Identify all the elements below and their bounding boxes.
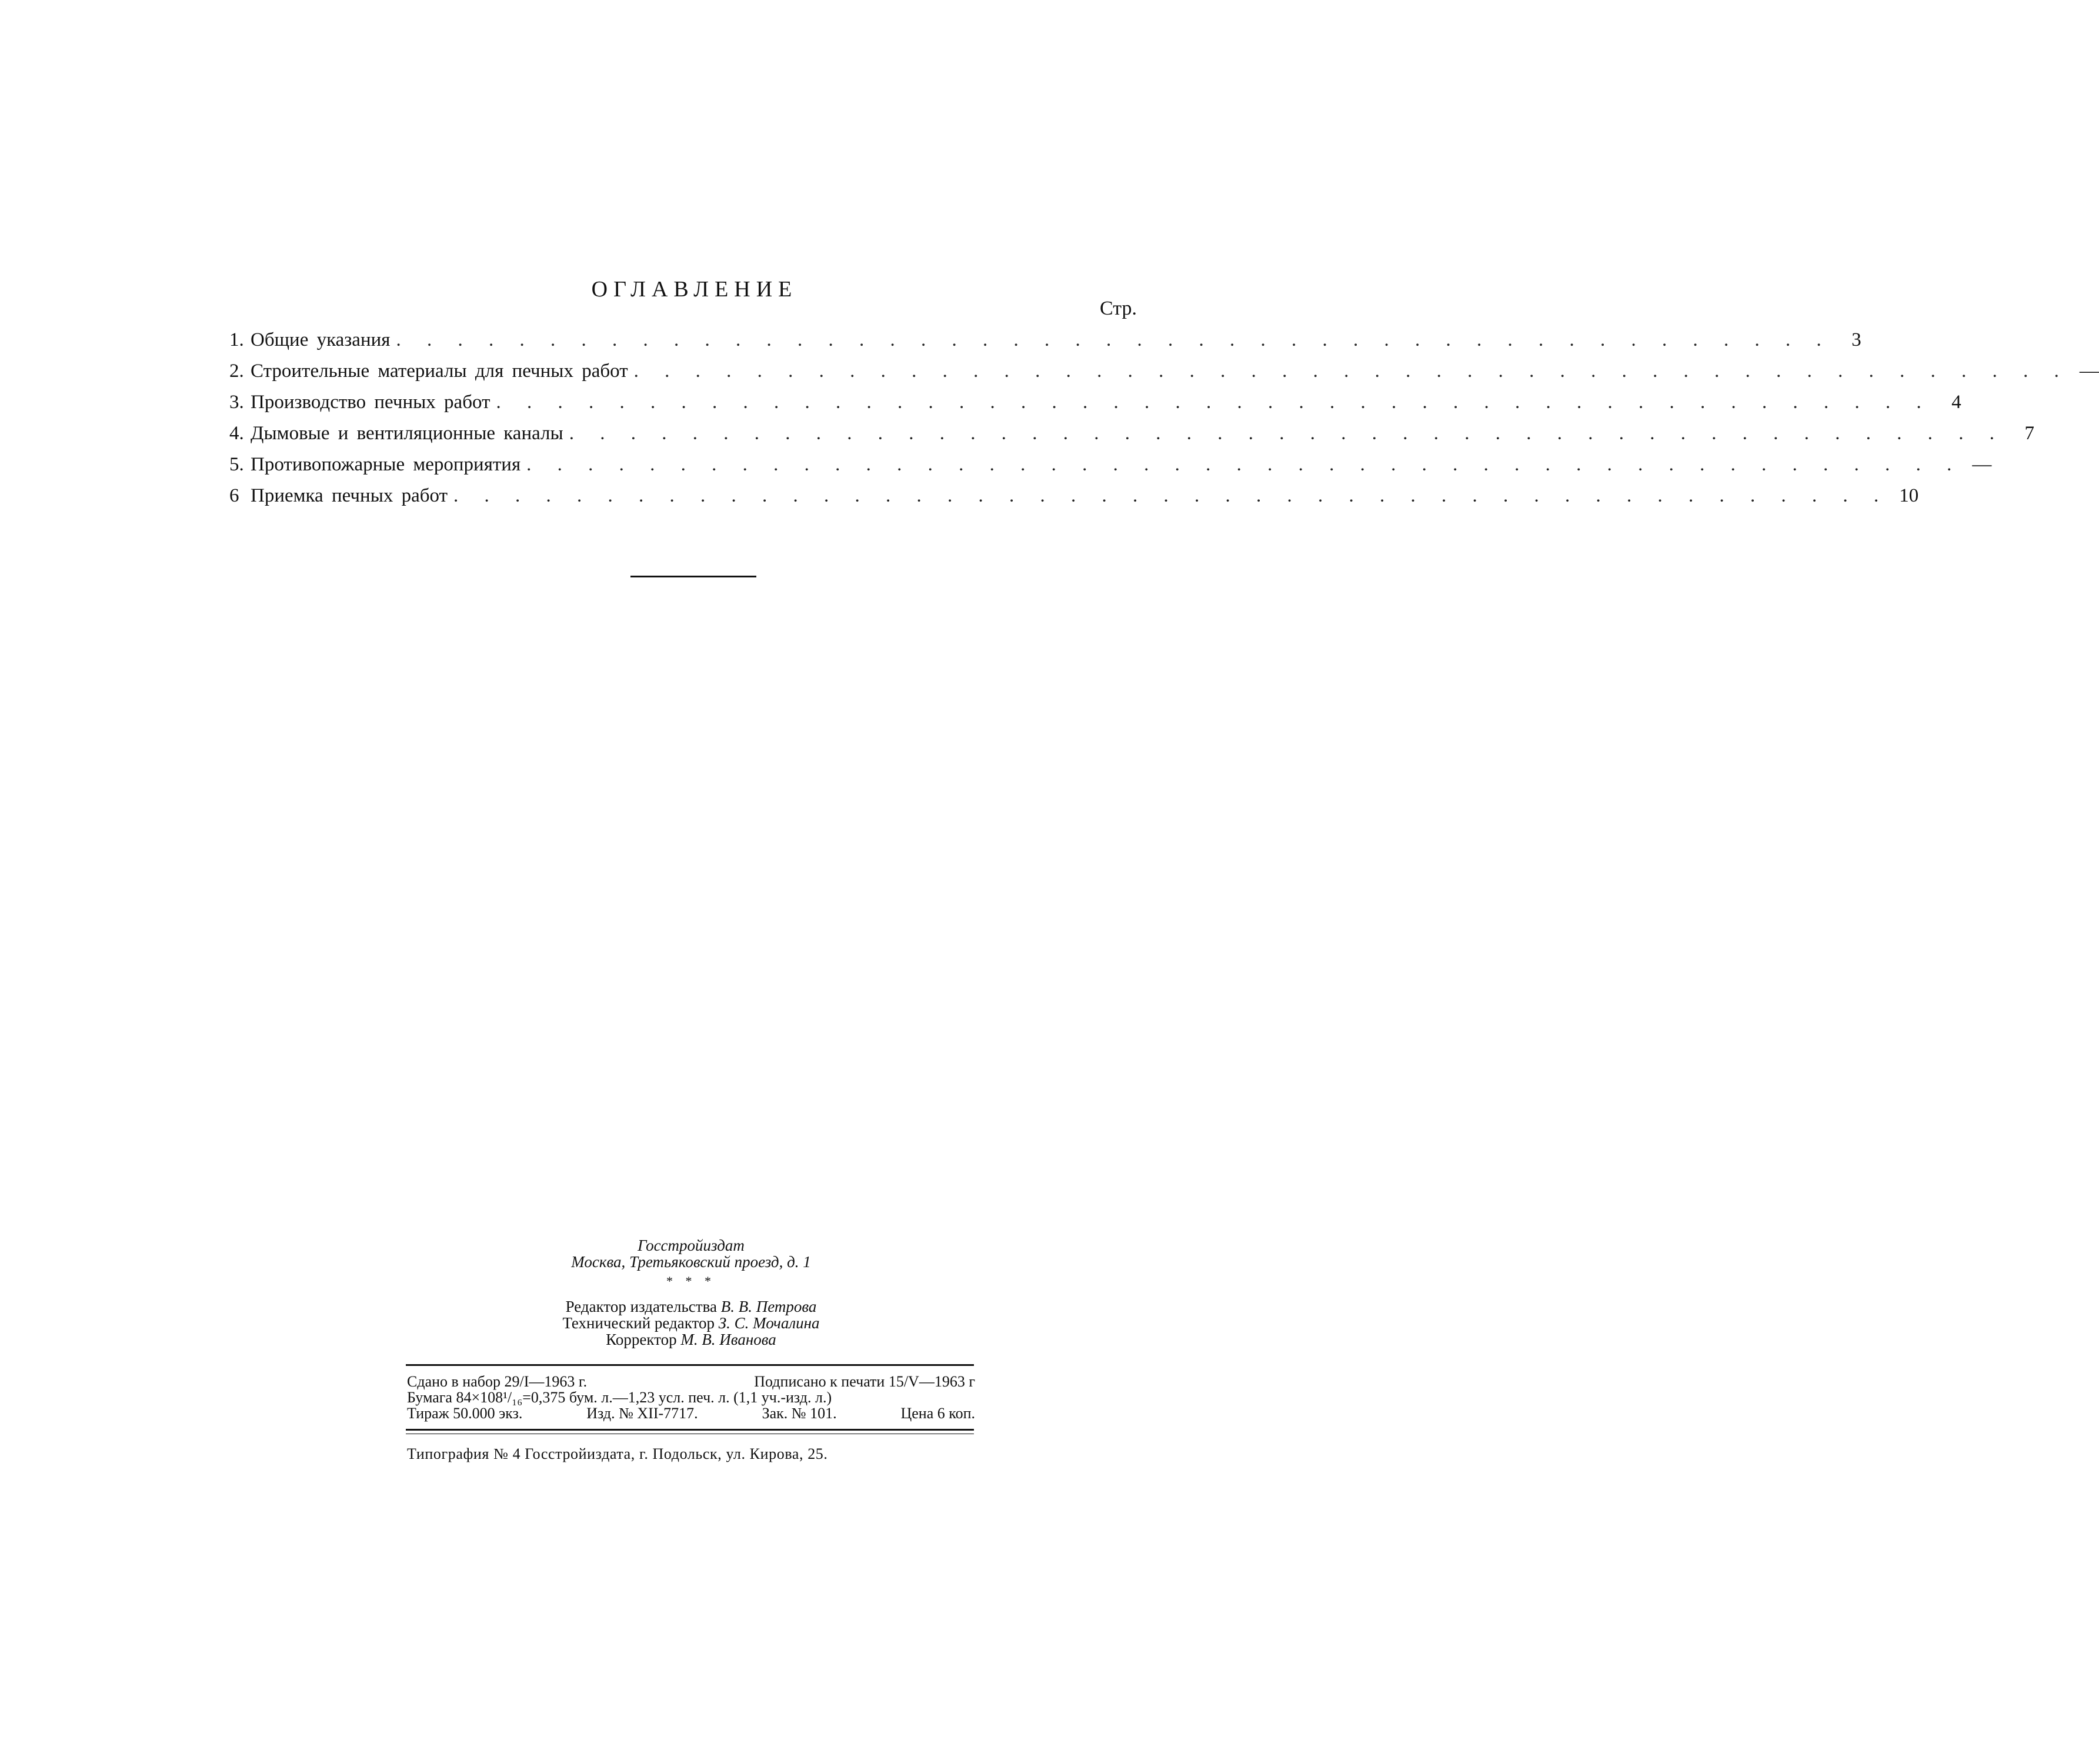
toc-leader: . . . . . . . . . . . . . . . . . . . . . . . . . . . . . . . . . . . . . . . . . . . . . . . <box>496 392 1932 413</box>
paper-format: Бумага 84×108¹/₁₆=0,375 бум. л.—1,23 усл. печ. л. (1,1 уч.-изд. л.) <box>407 1389 832 1406</box>
toc-item-number: 2. <box>229 360 244 382</box>
credit-name: М. В. Иванова <box>680 1331 776 1348</box>
toc-item-label: Приемка печных работ <box>251 485 448 506</box>
toc-item <box>229 329 1861 360</box>
toc-item-page: — <box>1972 454 1992 475</box>
toc-item-number: 5. <box>229 454 244 475</box>
toc-item-number: 3. <box>229 392 244 413</box>
toc-item <box>229 392 1961 423</box>
price: Цена 6 коп. <box>900 1405 975 1422</box>
toc-item-label: Дымовые и вентиляционные каналы <box>251 423 563 444</box>
toc-item <box>229 485 1919 516</box>
toc-item-label: Производство печных работ <box>251 392 490 413</box>
toc-item <box>229 423 2034 454</box>
section-divider <box>630 576 756 577</box>
toc-item-number: 4. <box>229 423 244 444</box>
typeset-date: Сдано в набор 29/I—1963 г. <box>407 1373 588 1390</box>
toc-leader: . . . . . . . . . . . . . . . . . . . . . . . . . . . . . . . . . . . . . . . . . . . . . . . <box>396 329 1832 350</box>
printer-info: Типография № 4 Госстройиздата, г. Подольск, ул. Кирова, 25. <box>407 1445 828 1462</box>
publication-data <box>407 1374 975 1421</box>
toc-item-page: 10 <box>1899 485 1919 506</box>
toc-item-page: 4 <box>1951 392 1961 413</box>
toc-item-number: 1. <box>229 329 244 350</box>
credit-name: З. С. Мочалина <box>718 1314 820 1332</box>
pubdata-line <box>407 1374 975 1389</box>
credit-name: В. В. Петрова <box>720 1298 817 1315</box>
toc-item-page: 7 <box>2024 423 2034 444</box>
pubdata-line <box>407 1389 975 1405</box>
publisher-address: Москва, Третьяковский проезд, д. 1 <box>571 1253 811 1271</box>
print-approval-date: Подписано к печати 15/V—1963 г <box>754 1373 975 1390</box>
credit-role: Технический редактор <box>562 1314 715 1332</box>
rule-bottom <box>406 1429 974 1431</box>
order-number: Зак. № 101. <box>762 1405 837 1422</box>
toc-page-header: Стр. <box>1100 298 1137 319</box>
credit-role: Редактор издательства <box>565 1298 717 1315</box>
toc-item-number: 6 <box>229 485 239 506</box>
toc-item <box>229 454 1992 485</box>
credit-line <box>406 1315 976 1331</box>
rule-top <box>406 1364 974 1366</box>
toc-leader: . . . . . . . . . . . . . . . . . . . . . . . . . . . . . . . . . . . . . . . . . . . . . . . <box>526 454 1963 475</box>
toc-item-label: Противопожарные мероприятия <box>251 454 521 475</box>
edition-number: Изд. № XII-7717. <box>586 1405 698 1422</box>
pubdata-line <box>407 1405 975 1421</box>
toc-item-label: Общие указания <box>251 329 391 350</box>
credit-line <box>406 1331 976 1348</box>
print-run: Тираж 50.000 экз. <box>407 1405 523 1422</box>
credit-line <box>406 1298 976 1315</box>
toc-title: ОГЛАВЛЕНИЕ <box>591 277 798 302</box>
toc-leader: . . . . . . . . . . . . . . . . . . . . . . . . . . . . . . . . . . . . . . . . . . . . . . . <box>569 423 2005 444</box>
toc-leader: . . . . . . . . . . . . . . . . . . . . . . . . . . . . . . . . . . . . . . . . . . . . . . . <box>453 485 1890 506</box>
credit-role: Корректор <box>606 1331 677 1348</box>
publisher-name: Госстройиздат <box>638 1237 745 1254</box>
credits-block <box>406 1298 976 1348</box>
toc-item-page: — <box>2079 360 2099 382</box>
table-of-contents <box>229 329 2099 516</box>
toc-leader: . . . . . . . . . . . . . . . . . . . . . . . . . . . . . . . . . . . . . . . . . . . . . . . <box>633 360 2070 382</box>
toc-item <box>229 360 2099 392</box>
toc-item-page: 3 <box>1851 329 1861 350</box>
asterism-separator: * * * <box>666 1274 716 1288</box>
toc-item-label: Строительные материалы для печных работ <box>251 360 628 382</box>
